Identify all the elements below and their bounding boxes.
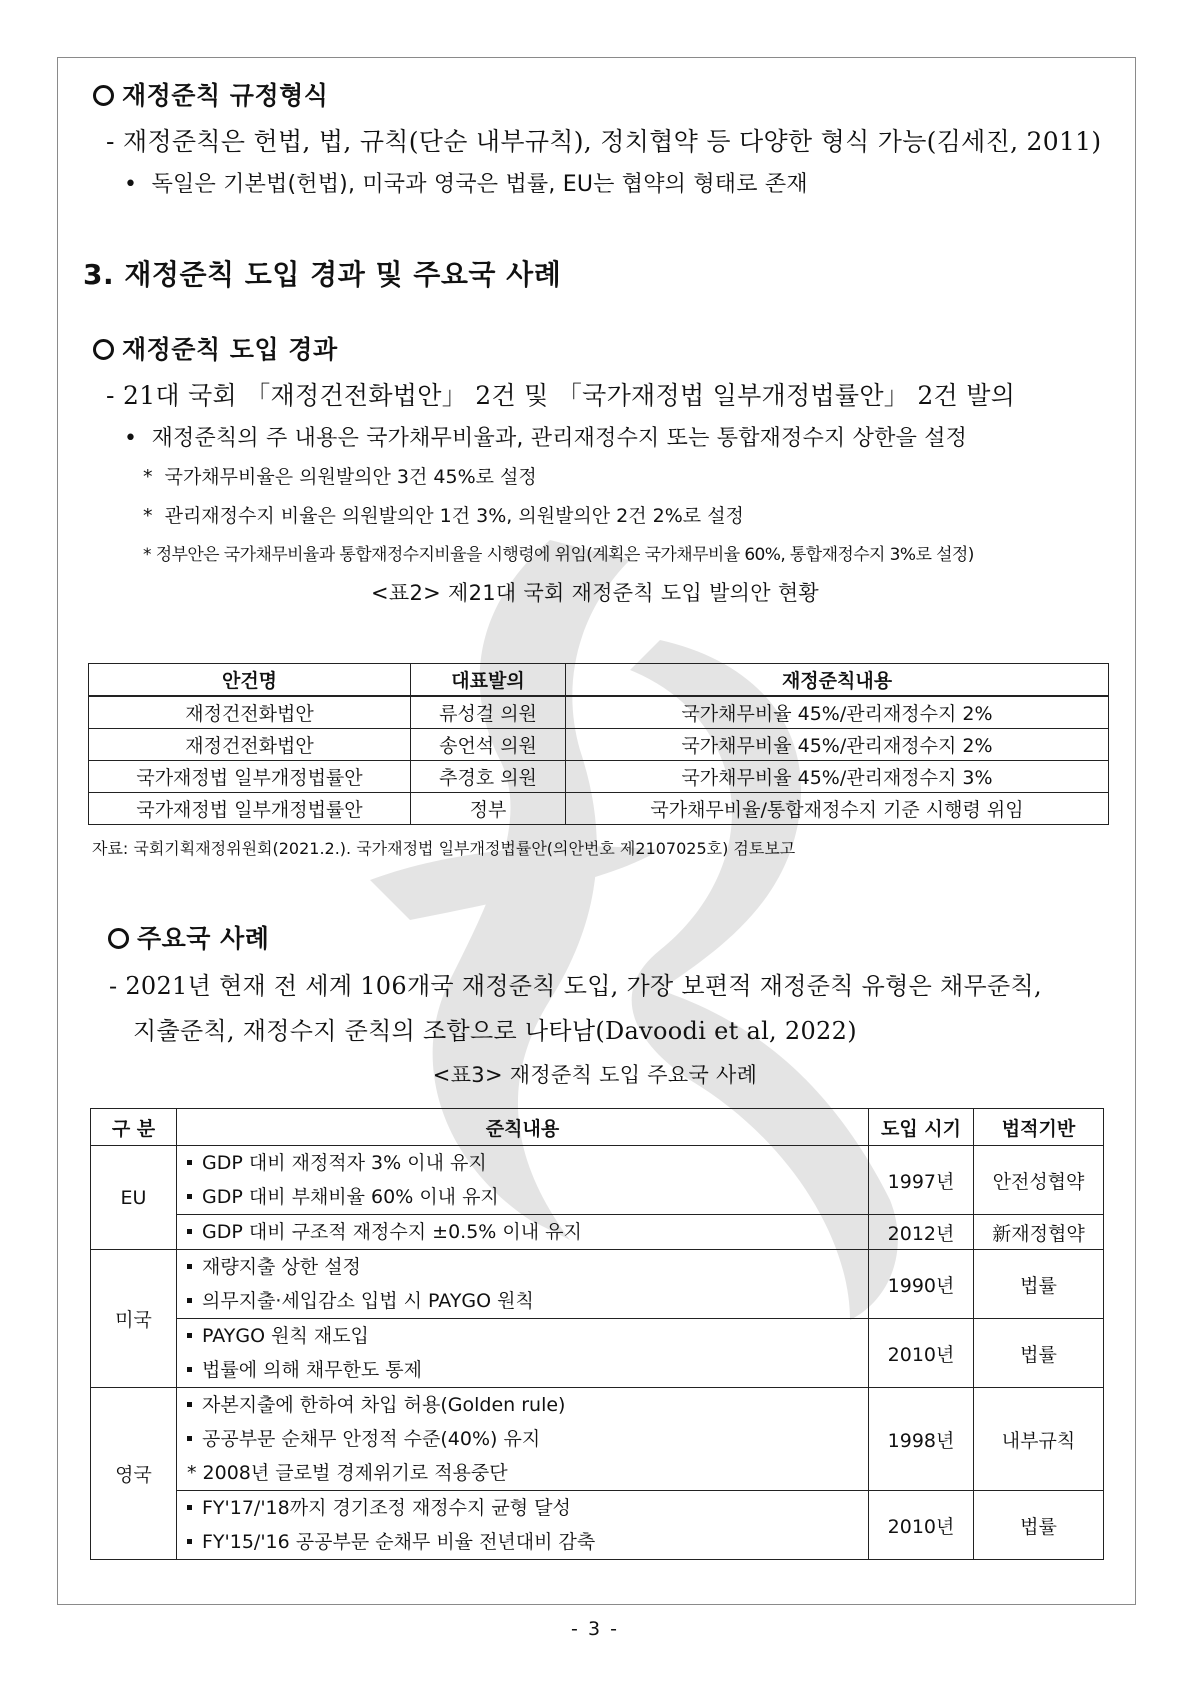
heading-form: 재정준칙 규정형식 xyxy=(93,76,328,112)
table-cell: 국가채무비율/통합재정수지 기준 시행령 위임 xyxy=(566,793,1109,825)
rule-item: GDP 대비 부채비율 60% 이내 유지 xyxy=(187,1180,868,1214)
table-header-cell: 안건명 xyxy=(89,664,411,697)
intro-note: * 국가채무비율은 의원발의안 3건 45%로 설정 xyxy=(143,466,537,488)
section-title: 3. 재정준칙 도입 경과 및 주요국 사례 xyxy=(83,258,562,291)
table2-source: 자료: 국회기획재정위원회(2021.2.). 국가재정법 일부개정법률안(의안번호 제2107025호) 검토보고 xyxy=(92,839,796,858)
table-row xyxy=(91,1388,1104,1491)
table-header-row xyxy=(89,664,1109,697)
year-cell: 1997년 xyxy=(869,1146,974,1215)
rule-item: FY'15/'16 공공부문 순채무 비율 전년대비 감축 xyxy=(187,1525,868,1559)
country-cell: 영국 xyxy=(91,1388,177,1560)
table3 xyxy=(90,1108,1104,1560)
table-row xyxy=(91,1491,1104,1560)
page-number: - 3 - xyxy=(571,1618,619,1640)
circle-bullet-icon xyxy=(93,339,114,360)
rule-note: * 2008년 글로벌 경제위기로 적용중단 xyxy=(187,1462,508,1484)
table-header-cell: 대표발의 xyxy=(411,664,566,697)
table-cell: 국가채무비율 45%/관리재정수지 3% xyxy=(566,761,1109,793)
rules-cell xyxy=(177,1250,869,1319)
table-row xyxy=(89,696,1109,729)
rule-item: 자본지출에 한하여 차입 허용(Golden rule) xyxy=(187,1388,868,1422)
table-row xyxy=(91,1215,1104,1250)
intro-note: * 정부안은 국가채무비율과 통합재정수지비율을 시행령에 위임(계획은 국가채무비율 60%, 통합재정수지 3%로 설정) xyxy=(143,545,974,565)
table-cell: 송언석 의원 xyxy=(411,729,566,761)
table2-caption: <표2> 제21대 국회 재정준칙 도입 발의안 현황 xyxy=(370,581,819,605)
rule-item: 재량지출 상한 설정 xyxy=(187,1250,868,1284)
table-header-cell: 재정준칙내용 xyxy=(566,664,1109,697)
heading-cases: 주요국 사례 xyxy=(108,919,269,955)
rule-item: 법률에 의해 채무한도 통제 xyxy=(187,1353,868,1387)
country-cell: 미국 xyxy=(91,1250,177,1388)
country-cell: EU xyxy=(91,1146,177,1250)
intro-bullet: • 재정준칙의 주 내용은 국가채무비율과, 관리재정수지 또는 통합재정수지 상한을 설정 xyxy=(124,426,968,451)
table-row xyxy=(89,793,1109,825)
table-row xyxy=(89,761,1109,793)
form-dash-line: - 재정준칙은 헌법, 법, 규칙(단순 내부규칙), 정치협약 등 다양한 형식 가능(김세진, 2011) xyxy=(106,127,1102,156)
table-header-cell: 준칙내용 xyxy=(177,1109,869,1146)
table-cell: 추경호 의원 xyxy=(411,761,566,793)
form-bullet: • 독일은 기본법(헌법), 미국과 영국은 법률, EU는 협약의 형태로 존재 xyxy=(124,172,808,197)
table-cell: 국가채무비율 45%/관리재정수지 2% xyxy=(566,696,1109,729)
table-cell: 정부 xyxy=(411,793,566,825)
table-header-row xyxy=(91,1109,1104,1146)
basis-cell: 내부규칙 xyxy=(974,1388,1104,1491)
rule-item: PAYGO 원칙 재도입 xyxy=(187,1319,868,1353)
table-row xyxy=(91,1319,1104,1388)
basis-cell: 법률 xyxy=(974,1319,1104,1388)
cases-dash-line: - 2021년 현재 전 세계 106개국 재정준칙 도입, 가장 보편적 재정준칙 유형은 채무준칙, xyxy=(109,972,1042,1000)
table-cell: 류성걸 의원 xyxy=(411,696,566,729)
circle-bullet-icon xyxy=(93,85,114,106)
table-row xyxy=(91,1250,1104,1319)
table-cell: 국가채무비율 45%/관리재정수지 2% xyxy=(566,729,1109,761)
table2 xyxy=(88,663,1109,825)
rules-cell xyxy=(177,1146,869,1215)
cases-dash-line-cont: 지출준칙, 재정수지 준칙의 조합으로 나타남(Davoodi et al, 2022) xyxy=(133,1017,857,1045)
basis-cell: 新재정협약 xyxy=(974,1215,1104,1250)
table-header-cell: 도입 시기 xyxy=(869,1109,974,1146)
table-cell: 재정건전화법안 xyxy=(89,696,411,729)
year-cell: 1990년 xyxy=(869,1250,974,1319)
heading-intro: 재정준칙 도입 경과 xyxy=(93,330,338,366)
intro-note: * 관리재정수지 비율은 의원발의안 1건 3%, 의원발의안 2건 2%로 설정 xyxy=(143,505,744,527)
year-cell: 1998년 xyxy=(869,1388,974,1491)
circle-bullet-icon xyxy=(108,928,129,949)
intro-dash-line: - 21대 국회 「재정건전화법안」 2건 및 「국가재정법 일부개정법률안」 2건 발의 xyxy=(106,381,1016,410)
table-row xyxy=(89,729,1109,761)
basis-cell: 법률 xyxy=(974,1250,1104,1319)
year-cell: 2010년 xyxy=(869,1491,974,1560)
rule-item: GDP 대비 재정적자 3% 이내 유지 xyxy=(187,1146,868,1180)
table-header-cell: 법적기반 xyxy=(974,1109,1104,1146)
table-cell: 국가재정법 일부개정법률안 xyxy=(89,793,411,825)
table-cell: 국가재정법 일부개정법률안 xyxy=(89,761,411,793)
table-row xyxy=(91,1146,1104,1215)
rule-item: FY'17/'18까지 경기조정 재정수지 균형 달성 xyxy=(187,1491,868,1525)
table-header-cell: 구 분 xyxy=(91,1109,177,1146)
rule-item: GDP 대비 구조적 재정수지 ±0.5% 이내 유지 xyxy=(187,1215,868,1249)
rules-cell xyxy=(177,1388,869,1491)
basis-cell: 법률 xyxy=(974,1491,1104,1560)
year-cell: 2010년 xyxy=(869,1319,974,1388)
rule-item: 공공부문 순채무 안정적 수준(40%) 유지 xyxy=(187,1422,868,1456)
rule-item: 의무지출·세입감소 입법 시 PAYGO 원칙 xyxy=(187,1284,868,1318)
rules-cell xyxy=(177,1215,869,1250)
rules-cell xyxy=(177,1319,869,1388)
basis-cell: 안전성협약 xyxy=(974,1146,1104,1215)
table3-caption: <표3> 재정준칙 도입 주요국 사례 xyxy=(432,1063,758,1087)
year-cell: 2012년 xyxy=(869,1215,974,1250)
rules-cell xyxy=(177,1491,869,1560)
table-cell: 재정건전화법안 xyxy=(89,729,411,761)
